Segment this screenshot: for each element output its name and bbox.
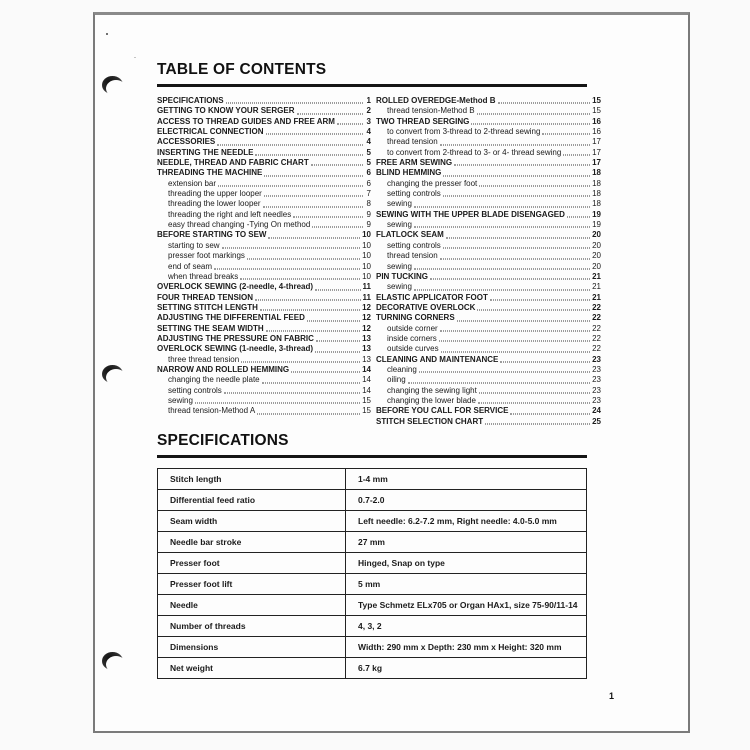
toc-entry [157, 106, 371, 116]
toc-entry-label: end of seam [168, 261, 213, 271]
toc-entry-page: 2 [366, 106, 371, 116]
spec-label-cell: Needle [158, 595, 346, 616]
toc-entry [157, 272, 371, 282]
toc-entry [376, 189, 601, 199]
toc-entry-label: DECORATIVE OVERLOCK [376, 302, 476, 312]
toc-entry-label: inside corners [387, 333, 437, 343]
spec-label-cell: Number of threads [158, 616, 346, 637]
spec-row [158, 616, 587, 637]
dot-leader [440, 144, 590, 145]
toc-entry-page: 23 [592, 395, 601, 405]
toc-entry [157, 303, 371, 313]
toc-entry [157, 406, 371, 416]
dot-leader [264, 175, 363, 176]
toc-entry-page: 21 [592, 282, 601, 292]
toc-entry [157, 251, 371, 261]
toc-entry-label: to convert from 2-thread to 3- or 4- thread sewing [387, 147, 562, 157]
toc-entry-label: starting to sew [168, 240, 220, 250]
spec-row [158, 595, 587, 616]
spec-value-cell: 6.7 kg [346, 658, 587, 679]
toc-right-column [376, 96, 601, 427]
toc-entry-page: 8 [366, 199, 371, 209]
toc-entry-label: SEWING WITH THE UPPER BLADE DISENGAGED [376, 209, 565, 219]
toc-entry-label: threading the upper looper [168, 189, 262, 199]
toc-entry [376, 293, 601, 303]
toc-entry [157, 313, 371, 323]
toc-entry [376, 324, 601, 334]
toc-entry-label: thread tension [387, 251, 438, 261]
toc-entry [376, 106, 601, 116]
toc-entry-label: thread tension-Method B [387, 106, 475, 116]
toc-entry-label: NEEDLE, THREAD AND FABRIC CHART [157, 158, 309, 168]
toc-entry [157, 375, 371, 385]
toc-entry [376, 355, 601, 365]
toc-entry-label: BEFORE YOU CALL FOR SERVICE [376, 406, 509, 416]
toc-entry-page: 21 [592, 271, 601, 281]
toc-entry-page: 15 [592, 96, 601, 105]
dot-leader [440, 258, 590, 259]
toc-entry [376, 137, 601, 147]
toc-entry-page: 13 [362, 344, 371, 354]
toc-entry-page: 14 [362, 375, 371, 385]
toc-entry-label: CLEANING AND MAINTENANCE [376, 354, 499, 364]
dot-leader [443, 248, 590, 249]
toc-entry [157, 262, 371, 272]
dot-leader [247, 258, 360, 259]
toc-entry-page: 5 [366, 158, 371, 168]
spec-value-cell: Width: 290 mm x Depth: 230 mm x Height: 320 mm [346, 637, 587, 658]
toc-entry-label: SPECIFICATIONS [157, 96, 224, 105]
dot-leader [337, 124, 363, 125]
toc-entry-label: changing the sewing light [387, 385, 477, 395]
toc-entry-page: 12 [362, 302, 371, 312]
toc-entry [376, 179, 601, 189]
toc-entry-label: three thread tension [168, 354, 240, 364]
toc-entry [376, 220, 601, 230]
toc-entry-page: 25 [592, 416, 601, 426]
toc-entry [157, 179, 371, 189]
toc-entry-page: 20 [592, 240, 601, 250]
toc-entry-page: 1 [366, 96, 371, 105]
toc-entry [157, 148, 371, 158]
toc-entry-label: BEFORE STARTING TO SEW [157, 230, 267, 240]
toc-entry-label: easy thread changing -Tying On method [168, 220, 311, 230]
toc-entry-label: SETTING STITCH LENGTH [157, 302, 258, 312]
toc-entry-label: BLIND HEMMING [376, 168, 442, 178]
dot-leader [441, 351, 591, 352]
spec-row [158, 658, 587, 679]
toc-entry-label: cleaning [387, 364, 417, 374]
dot-leader [430, 279, 590, 280]
toc-entry-page: 12 [362, 313, 371, 323]
toc-entry-page: 13 [362, 354, 371, 364]
toc-entry-label: OVERLOCK SEWING (2-needle, 4-thread) [157, 282, 314, 292]
dot-leader [563, 155, 590, 156]
toc-entry-page: 7 [366, 189, 371, 199]
toc-entry-page: 6 [366, 178, 371, 188]
toc-entry-label: sewing [387, 199, 412, 209]
toc-entry-label: threading the right and left needles [168, 209, 292, 219]
toc-entry-page: 10 [362, 251, 371, 261]
dot-leader [311, 165, 363, 166]
toc-entry-page: 10 [362, 240, 371, 250]
toc-entry-label: ADJUSTING THE DIFFERENTIAL FEED [157, 313, 305, 323]
manual-page [93, 12, 690, 733]
toc-entry [157, 344, 371, 354]
toc-entry-label: ADJUSTING THE PRESSURE ON FABRIC [157, 333, 314, 343]
dot-leader [490, 299, 590, 300]
toc-entry [376, 168, 601, 178]
dot-leader [222, 248, 361, 249]
dot-leader [291, 372, 360, 373]
toc-entry [157, 117, 371, 127]
spec-value-cell: 4, 3, 2 [346, 616, 587, 637]
hole-punch-mark [102, 365, 123, 383]
toc-entry-page: 23 [592, 354, 601, 364]
dot-leader [226, 103, 363, 104]
toc-entry-page: 23 [592, 375, 601, 385]
dot-leader [440, 330, 590, 331]
toc-entry-page: 23 [592, 385, 601, 395]
page-number: 1 [609, 691, 615, 701]
toc-entry-page: 14 [362, 385, 371, 395]
toc-entry-label: sewing [168, 395, 193, 405]
toc-entry [157, 293, 371, 303]
spec-value-cell: 27 mm [346, 532, 587, 553]
toc-entry [157, 355, 371, 365]
spec-row [158, 490, 587, 511]
toc-entry [376, 406, 601, 416]
dot-leader [419, 372, 590, 373]
toc-entry-label: ELASTIC APPLICATOR FOOT [376, 292, 488, 302]
toc-entry [376, 386, 601, 396]
toc-entry-label: thread tension-Method A [168, 406, 256, 416]
toc-entry [157, 96, 371, 106]
spec-value-cell: Type Schmetz ELx705 or Organ HAx1, size 75-90/11-14 [346, 595, 587, 616]
dot-leader [408, 382, 590, 383]
toc-entry-page: 17 [592, 147, 601, 157]
toc-entry-label: STITCH SELECTION CHART [376, 416, 484, 426]
toc-entry-page: 18 [592, 168, 601, 178]
dot-leader [443, 175, 590, 176]
dot-leader [264, 196, 363, 197]
toc-entry-label: oiling [387, 375, 406, 385]
toc-entry-label: SETTING THE SEAM WIDTH [157, 323, 264, 333]
dot-leader [214, 268, 360, 269]
toc-entry-page: 4 [366, 137, 371, 147]
dot-leader [266, 134, 363, 135]
toc-entry-page: 18 [592, 189, 601, 199]
toc-entry-page: 18 [592, 199, 601, 209]
toc-entry [376, 199, 601, 209]
toc-entry [376, 251, 601, 261]
toc-entry-label: FLATLOCK SEAM [376, 230, 444, 240]
dot-leader [498, 103, 591, 104]
spec-row [158, 553, 587, 574]
dot-leader [293, 217, 363, 218]
spec-value-cell: 0.7-2.0 [346, 490, 587, 511]
dot-leader [471, 124, 590, 125]
toc-entry-label: ACCESS TO THREAD GUIDES AND FREE ARM [157, 116, 335, 126]
dot-leader [266, 330, 360, 331]
toc-entry [157, 282, 371, 292]
dot-leader [315, 289, 361, 290]
toc-entry-label: ELECTRICAL CONNECTION [157, 127, 264, 137]
toc-entry-label: when thread breaks [168, 271, 239, 281]
toc-entry-label: presser foot markings [168, 251, 245, 261]
toc-entry-page: 11 [362, 282, 371, 292]
dot-leader [241, 361, 360, 362]
toc-entry-page: 20 [592, 230, 601, 240]
toc-entry [376, 375, 601, 385]
scan-artifact-dot [106, 33, 108, 35]
toc-entry-page: 15 [592, 106, 601, 116]
toc-entry-label: sewing [387, 220, 412, 230]
toc-entry-page: 15 [362, 406, 371, 416]
toc-entry-page: 20 [592, 261, 601, 271]
spec-label-cell: Needle bar stroke [158, 532, 346, 553]
toc-entry-label: setting controls [387, 189, 441, 199]
specifications-title: SPECIFICATIONS [157, 432, 587, 458]
dot-leader [443, 196, 590, 197]
toc-entry-page: 22 [592, 333, 601, 343]
dot-leader [297, 113, 364, 114]
spec-row [158, 574, 587, 595]
dot-leader [479, 392, 590, 393]
dot-leader [454, 165, 590, 166]
spec-label-cell: Net weight [158, 658, 346, 679]
toc-entry-page: 22 [592, 344, 601, 354]
toc-entry-page: 12 [362, 323, 371, 333]
toc-entry [376, 303, 601, 313]
dot-leader [240, 279, 360, 280]
toc-entry-label: TWO THREAD SERGING [376, 116, 470, 126]
table-of-contents [157, 96, 601, 427]
toc-entry [376, 313, 601, 323]
toc-entry-label: setting controls [168, 385, 222, 395]
toc-entry-page: 19 [592, 220, 601, 230]
toc-entry-label: changing the lower blade [387, 395, 476, 405]
toc-entry-page: 17 [592, 158, 601, 168]
dot-leader [457, 320, 590, 321]
toc-entry [157, 137, 371, 147]
toc-entry-label: ACCESSORIES [157, 137, 216, 147]
toc-entry-label: NARROW AND ROLLED HEMMING [157, 364, 290, 374]
toc-entry-page: 5 [366, 147, 371, 157]
toc-entry-label: TURNING CORNERS [376, 313, 455, 323]
toc-entry [376, 396, 601, 406]
toc-entry-page: 22 [592, 323, 601, 333]
dot-leader [414, 206, 590, 207]
toc-entry [376, 241, 601, 251]
toc-entry-page: 4 [366, 127, 371, 137]
toc-entry-label: thread tension [387, 137, 438, 147]
dot-leader [414, 268, 590, 269]
spec-row [158, 469, 587, 490]
toc-entry-page: 3 [366, 116, 371, 126]
spec-label-cell: Seam width [158, 511, 346, 532]
toc-entry-page: 18 [592, 178, 601, 188]
toc-entry [376, 262, 601, 272]
toc-entry-page: 15 [362, 395, 371, 405]
dot-leader [439, 341, 590, 342]
spec-label-cell: Stitch length [158, 469, 346, 490]
toc-entry [157, 386, 371, 396]
dot-leader [446, 237, 590, 238]
dot-leader [260, 310, 360, 311]
toc-entry-page: 10 [362, 230, 371, 240]
toc-entry-label: setting controls [387, 240, 441, 250]
spec-label-cell: Presser foot lift [158, 574, 346, 595]
toc-entry [157, 158, 371, 168]
dot-leader [268, 237, 360, 238]
page-content [157, 15, 601, 679]
spec-label-cell: Dimensions [158, 637, 346, 658]
toc-entry [376, 148, 601, 158]
spec-row [158, 532, 587, 553]
dot-leader [567, 217, 590, 218]
toc-entry-page: 24 [592, 406, 601, 416]
toc-entry [157, 334, 371, 344]
dot-leader [263, 206, 363, 207]
toc-entry [157, 365, 371, 375]
dot-leader [195, 403, 360, 404]
toc-entry-label: threading the lower looper [168, 199, 261, 209]
toc-entry-page: 10 [362, 271, 371, 281]
dot-leader [255, 155, 363, 156]
dot-leader [224, 392, 360, 393]
toc-entry [157, 241, 371, 251]
toc-entry-page: 19 [592, 209, 601, 219]
toc-entry [376, 272, 601, 282]
toc-left-column [157, 96, 371, 427]
dot-leader [255, 299, 361, 300]
dot-leader [262, 382, 360, 383]
toc-entry-page: 16 [592, 116, 601, 126]
hole-punch-mark [102, 652, 123, 670]
dot-leader [218, 186, 363, 187]
hole-punch-mark [102, 76, 123, 94]
toc-entry [376, 158, 601, 168]
toc-entry-label: changing the needle plate [168, 375, 260, 385]
toc-entry [376, 282, 601, 292]
toc-entry-page: 11 [362, 292, 371, 302]
toc-entry [157, 127, 371, 137]
toc-entry-label: extension bar [168, 178, 217, 188]
toc-entry-label: sewing [387, 261, 412, 271]
toc-entry-label: INSERTING THE NEEDLE [157, 147, 254, 157]
toc-entry-page: 16 [592, 127, 601, 137]
dot-leader [500, 361, 590, 362]
toc-entry-page: 9 [366, 220, 371, 230]
toc-entry [376, 230, 601, 240]
toc-entry-label: OVERLOCK SEWING (1-needle, 3-thread) [157, 344, 314, 354]
toc-entry [376, 344, 601, 354]
toc-entry-label: GETTING TO KNOW YOUR SERGER [157, 106, 295, 116]
dot-leader [477, 113, 590, 114]
toc-entry-page: 22 [592, 302, 601, 312]
toc-entry [376, 334, 601, 344]
toc-entry [157, 396, 371, 406]
toc-entry [376, 117, 601, 127]
toc-entry-label: outside corner [387, 323, 438, 333]
spec-value-cell: 1-4 mm [346, 469, 587, 490]
toc-entry-label: outside curves [387, 344, 439, 354]
dot-leader [307, 320, 360, 321]
spec-value-cell: Hinged, Snap on type [346, 553, 587, 574]
dot-leader [316, 341, 360, 342]
toc-entry-label: PIN TUCKING [376, 271, 428, 281]
toc-entry-label: THREADING THE MACHINE [157, 168, 263, 178]
toc-entry [157, 189, 371, 199]
toc-entry [376, 417, 601, 427]
toc-entry [376, 96, 601, 106]
toc-entry-label: sewing [387, 282, 412, 292]
toc-entry-page: 9 [366, 209, 371, 219]
toc-entry-page: 6 [366, 168, 371, 178]
dot-leader [315, 351, 360, 352]
dot-leader [217, 144, 363, 145]
toc-entry-label: changing the presser foot [387, 178, 478, 188]
toc-entry-page: 10 [362, 261, 371, 271]
toc-title: TABLE OF CONTENTS [157, 61, 587, 87]
toc-entry-page: 17 [592, 137, 601, 147]
dot-leader [477, 310, 590, 311]
toc-entry [157, 210, 371, 220]
spec-value-cell: Left needle: 6.2-7.2 mm, Right needle: 4.0-5.0 mm [346, 511, 587, 532]
toc-entry-page: 21 [592, 292, 601, 302]
toc-entry-page: 22 [592, 313, 601, 323]
toc-entry-page: 13 [362, 333, 371, 343]
toc-entry [376, 210, 601, 220]
dot-leader [542, 134, 590, 135]
toc-entry [157, 220, 371, 230]
toc-entry-label: ROLLED OVEREDGE-Method B [376, 96, 496, 105]
toc-entry-label: to convert from 3-thread to 2-thread sewing [387, 127, 541, 137]
toc-entry-page: 23 [592, 364, 601, 374]
spec-row [158, 511, 587, 532]
toc-entry [157, 230, 371, 240]
spec-value-cell: 5 mm [346, 574, 587, 595]
dot-leader [510, 413, 590, 414]
toc-entry-label: FOUR THREAD TENSION [157, 292, 253, 302]
dot-leader [414, 289, 590, 290]
toc-entry [157, 324, 371, 334]
spec-row [158, 637, 587, 658]
dot-leader [414, 227, 590, 228]
toc-entry [157, 168, 371, 178]
toc-entry-page: 20 [592, 251, 601, 261]
toc-entry [376, 127, 601, 137]
toc-entry-page: 14 [362, 364, 371, 374]
dot-leader [257, 413, 360, 414]
spec-label-cell: Presser foot [158, 553, 346, 574]
specifications-table [157, 468, 587, 679]
dot-leader [312, 227, 363, 228]
dot-leader [478, 403, 590, 404]
scan-artifact-dot [134, 57, 136, 58]
toc-entry [157, 199, 371, 209]
spec-label-cell: Differential feed ratio [158, 490, 346, 511]
toc-entry-label: FREE ARM SEWING [376, 158, 453, 168]
toc-entry [376, 365, 601, 375]
dot-leader [479, 186, 590, 187]
dot-leader [485, 424, 590, 425]
